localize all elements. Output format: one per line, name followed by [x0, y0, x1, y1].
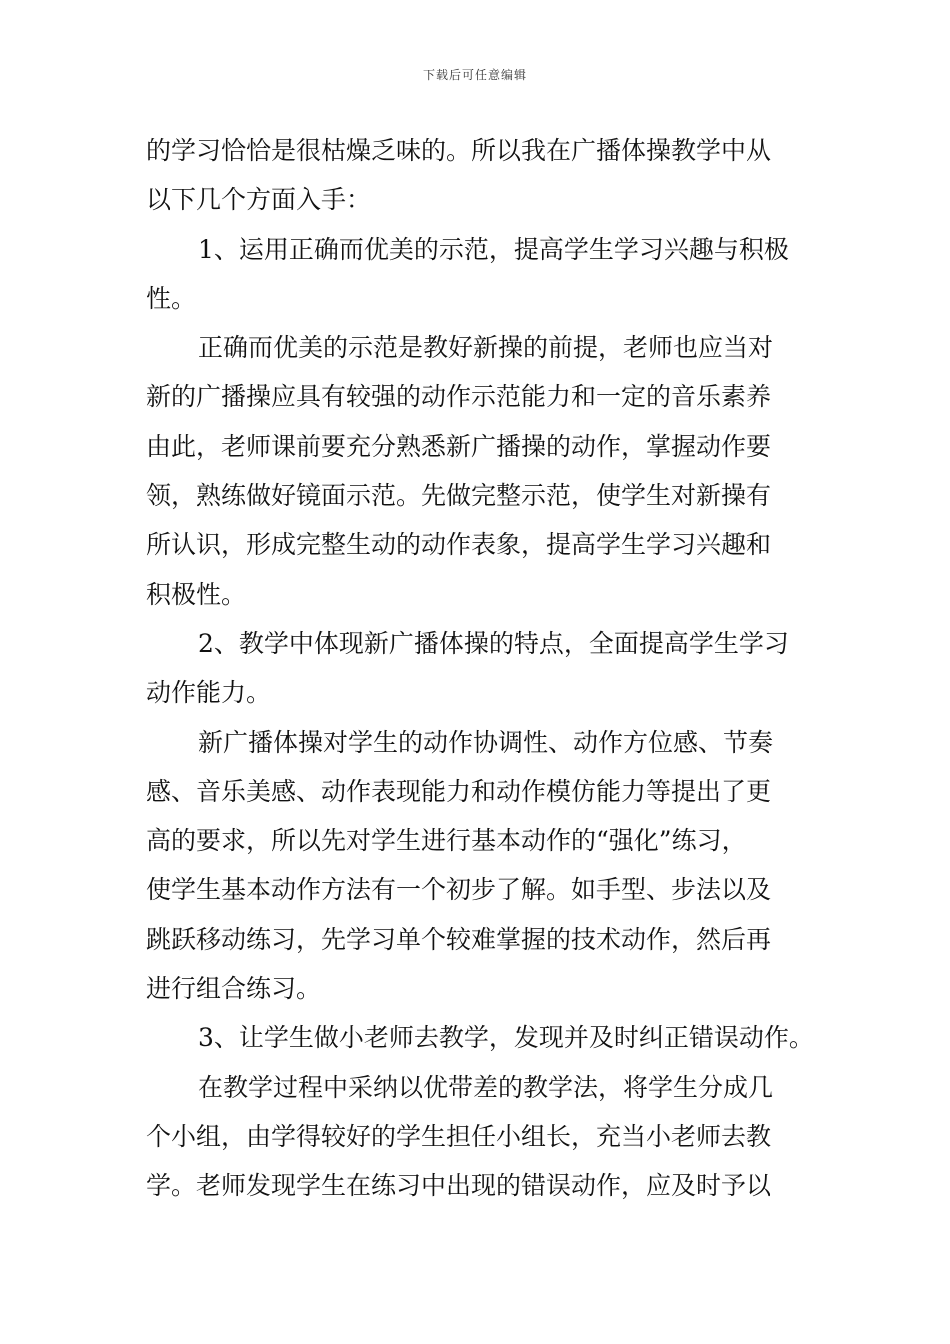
text-line: 2、教学中体现新广播体操的特点，全面提高学生学习 [198, 628, 789, 658]
text-line: 所认识，形成完整生动的动作表象，提高学生学习兴趣和 [146, 530, 772, 560]
text-line: 以下几个方面入手： [146, 185, 372, 215]
text-line: 新广播体操对学生的动作协调性、动作方位感、节奏 [198, 727, 774, 757]
text-line: 性。 [146, 283, 197, 313]
text-line: 领，熟练做好镜面示范。先做完整示范，使学生对新操有 [146, 481, 772, 511]
document-body [146, 126, 814, 1211]
text-line: 跳跃移动练习，先学习单个较难掌握的技术动作，然后再 [146, 924, 772, 954]
text-line: 由此，老师课前要充分熟悉新广播操的动作，掌握动作要 [146, 431, 772, 461]
text-line: 感、音乐美感、动作表现能力和动作模仿能力等提出了更 [146, 776, 772, 806]
text-line: 正确而优美的示范是教好新操的前提，老师也应当对 [198, 333, 774, 363]
text-line: 个小组，由学得较好的学生担任小组长，充当小老师去教 [146, 1121, 772, 1151]
text-line: 高的要求，所以先对学生进行基本动作的“强化”练习， [146, 826, 747, 856]
text-line: 动作能力。 [146, 678, 272, 708]
text-line: 进行组合练习。 [146, 974, 322, 1004]
text-line: 1、运用正确而优美的示范，提高学生学习兴趣与积极 [198, 234, 789, 264]
text-line: 在教学过程中采纳以优带差的教学法，将学生分成几 [198, 1072, 774, 1102]
text-line: 新的广播操应具有较强的动作示范能力和一定的音乐素养 [146, 382, 772, 412]
text-line: 使学生基本动作方法有一个初步了解。如手型、步法以及 [146, 875, 772, 905]
text-line: 3、让学生做小老师去教学，发现并及时纠正错误动作。 [198, 1023, 814, 1053]
page-header: 下载后可任意编辑 [422, 68, 527, 82]
text-line: 学。老师发现学生在练习中出现的错误动作，应及时予以 [146, 1171, 772, 1201]
text-line: 积极性。 [146, 579, 247, 609]
text-line: 的学习恰恰是很枯燥乏味的。所以我在广播体操教学中从 [146, 136, 772, 165]
